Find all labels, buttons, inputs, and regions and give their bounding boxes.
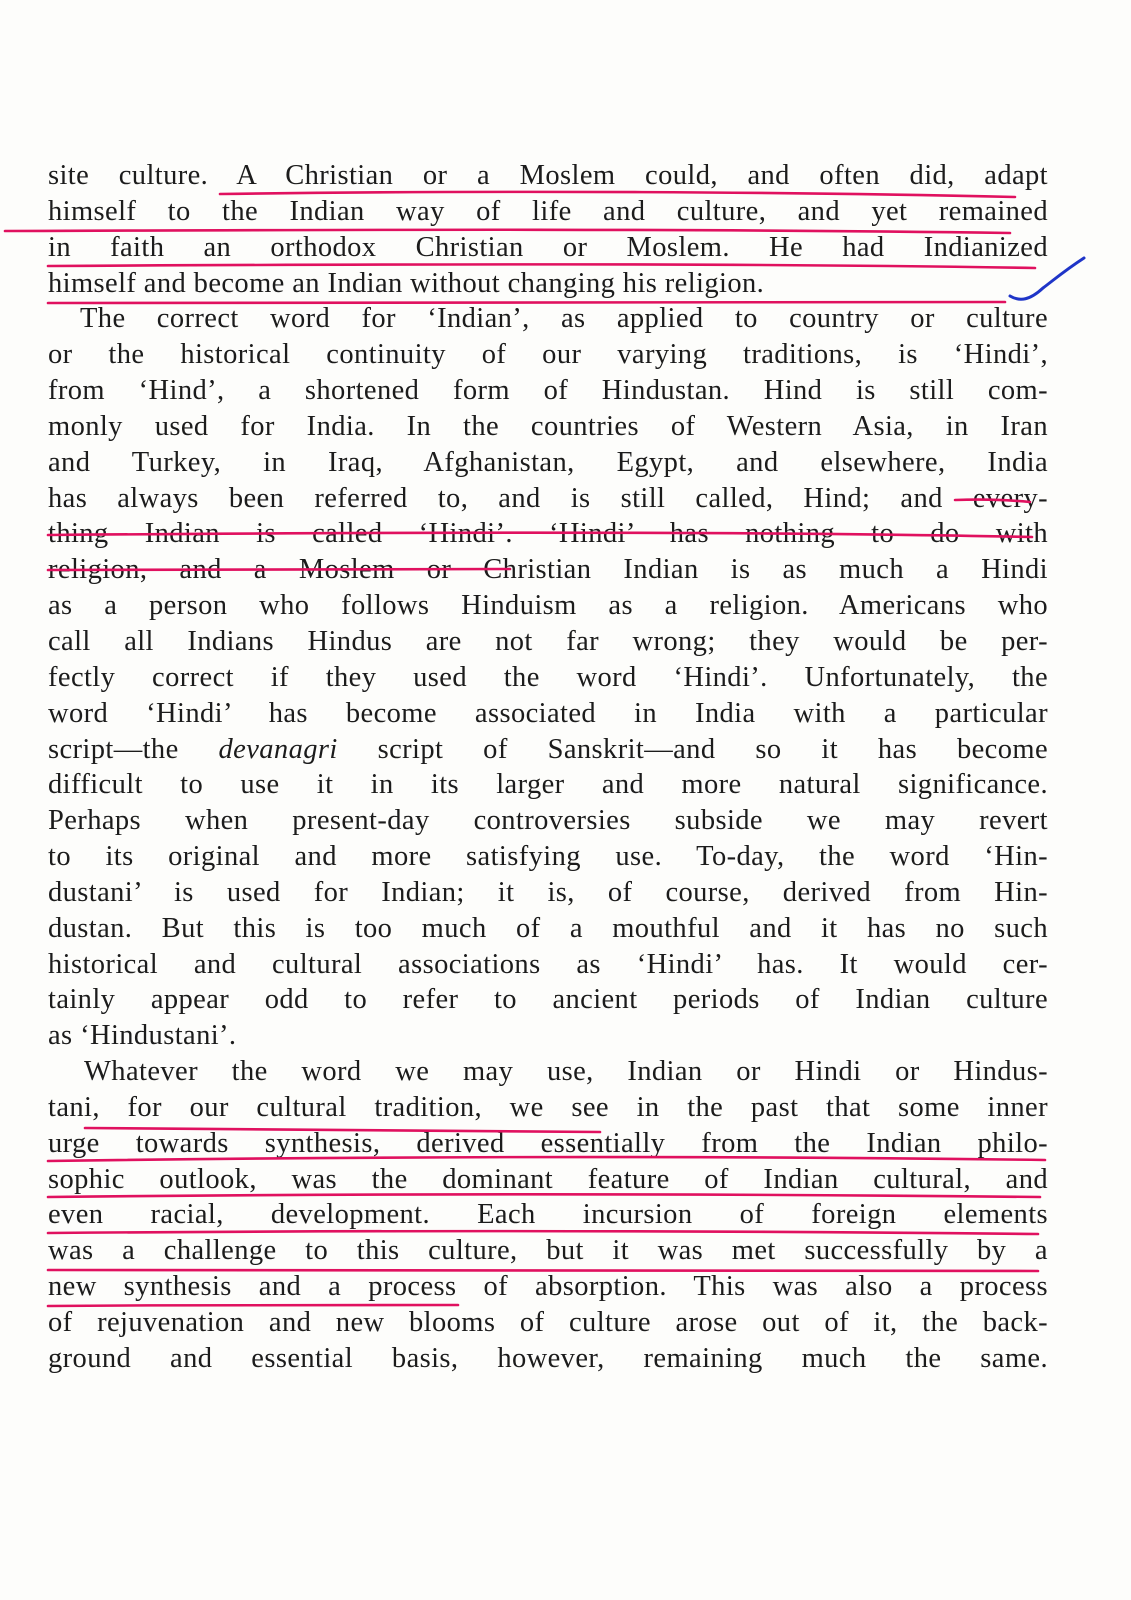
text-line: from ‘Hind’, a shortened form of Hindustan. Hind is still com- (48, 375, 1048, 407)
text-line: The correct word for ‘Indian’, as applied to country or culture (80, 303, 1048, 335)
italic-term: devanagri (218, 733, 338, 765)
text-line: as a person who follows Hinduism as a religion. Americans who (48, 590, 1048, 622)
text-line: was a challenge to this culture, but it was met successfully by a (48, 1235, 1048, 1267)
text-line: or the historical continuity of our varying traditions, is ‘Hindi’, (48, 339, 1048, 371)
text-line: himself to the Indian way of life and culture, and yet remained (48, 195, 1048, 227)
text-line: fectly correct if they used the word ‘Hindi’. Unfortunately, the (48, 661, 1048, 693)
body-text (48, 158, 1048, 1377)
text-line: dustani’ is used for Indian; it is, of course, derived from Hin- (48, 876, 1048, 908)
text-line: site culture. A Christian or a Moslem could, and often did, adapt (48, 160, 1048, 191)
text-line: Perhaps when present-day controversies subside we may revert (48, 805, 1048, 837)
text-line: sophic outlook, was the dominant feature of Indian cultural, and (48, 1163, 1048, 1195)
text-line: has always been referred to, and is still called, Hind; and every- (48, 482, 1048, 514)
text-line: religion, and a Moslem or Christian Indian is as much a Hindi (48, 554, 1048, 586)
text-line: urge towards synthesis, derived essentially from the Indian philo- (48, 1127, 1048, 1159)
text-line: monly used for India. In the countries of Western Asia, in Iran (48, 410, 1048, 442)
text-line: ground and essential basis, however, remaining much the same. (48, 1342, 1048, 1374)
text-line: even racial, development. Each incursion of foreign elements (48, 1199, 1048, 1231)
text-line: as ‘Hindustani’. (48, 1020, 237, 1052)
text-line: to its original and more satisfying use. To-day, the word ‘Hin- (48, 841, 1048, 873)
text-line: himself and become an Indian without changing his religion. (48, 267, 765, 299)
text-line: word ‘Hindi’ has become associated in India with a particular (48, 697, 1048, 729)
text-line: new synthesis and a process of absorption. This was also a process (48, 1271, 1048, 1303)
text-line: thing Indian is called ‘Hindi’. ‘Hindi’ has nothing to do with (48, 518, 1048, 550)
text-line: dustan. But this is too much of a mouthful and it has no such (48, 912, 1048, 944)
text-line: call all Indians Hindus are not far wrong; they would be per- (48, 625, 1048, 657)
text-line: tainly appear odd to refer to ancient periods of Indian culture (48, 984, 1048, 1016)
text-line: in faith an orthodox Christian or Moslem. He had Indianized (48, 231, 1048, 263)
text-line: difficult to use it in its larger and more natural significance. (48, 769, 1048, 801)
text-line: script—the devanagri script of Sanskrit—and so it has become (48, 733, 1048, 765)
text-line: historical and cultural associations as ‘Hindi’ has. It would cer- (48, 948, 1048, 980)
text-line: and Turkey, in Iraq, Afghanistan, Egypt, and elsewhere, India (48, 446, 1048, 478)
text-line: Whatever the word we may use, Indian or Hindi or Hindus- (84, 1056, 1048, 1088)
text-line: tani, for our cultural tradition, we see in the past that some inner (48, 1091, 1048, 1123)
text-line: of rejuvenation and new blooms of culture arose out of it, the back- (48, 1307, 1048, 1338)
